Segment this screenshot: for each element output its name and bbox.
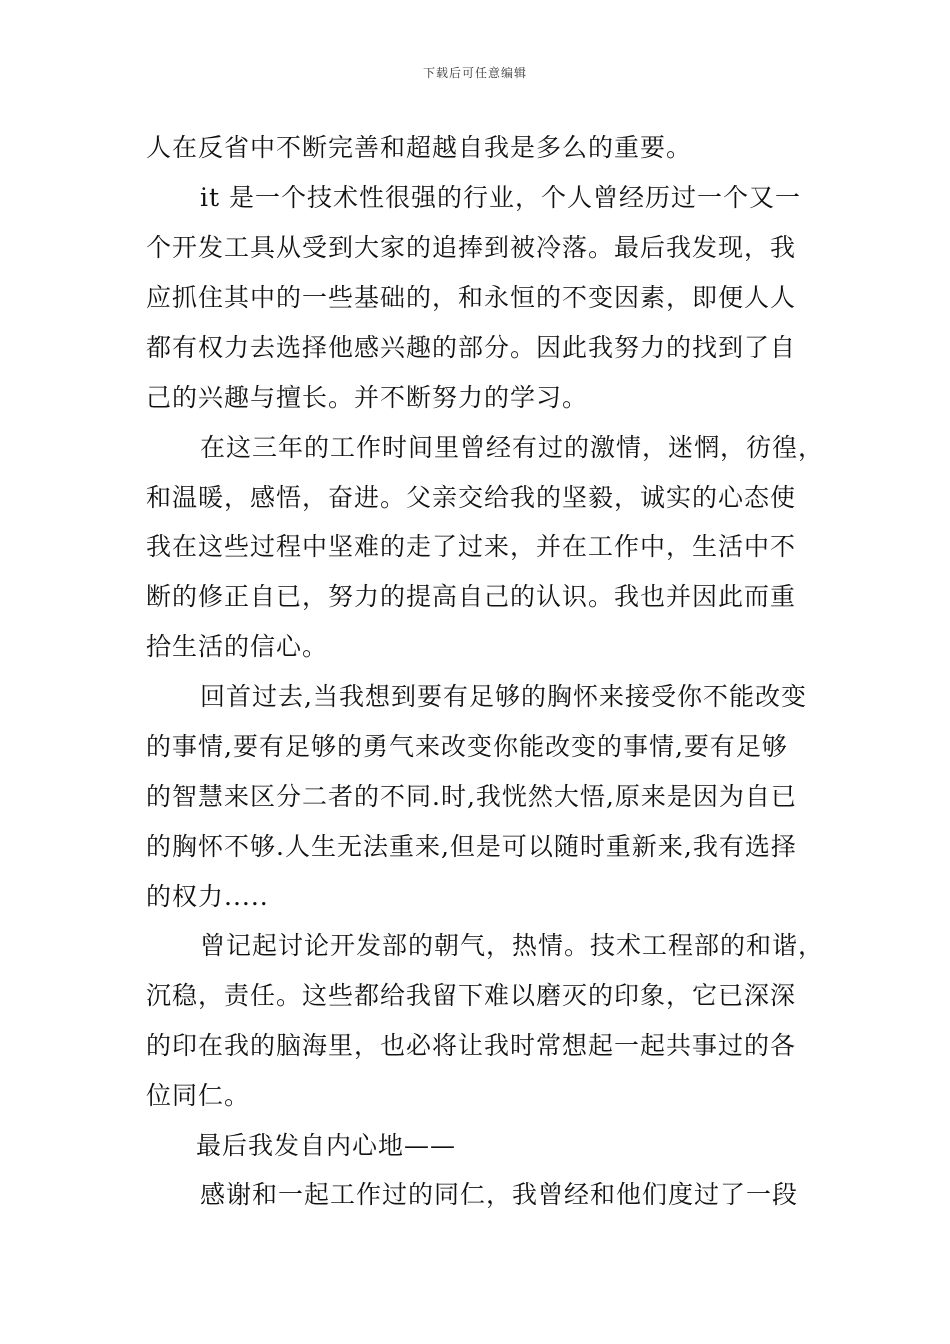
body-line: 曾记起讨论开发部的朝气，热情。技术工程部的和谐， xyxy=(200,931,825,960)
body-line: 应抓住其中的一些基础的，和永恒的不变因素，即便人人 xyxy=(146,283,797,312)
body-line: 人在反省中不断完善和超越自我是多么的重要。 xyxy=(146,133,693,162)
body-line: 的事情,要有足够的勇气来改变你能改变的事情,要有足够 xyxy=(146,732,788,761)
body-line: 己的兴趣与擅长。并不断努力的学习。 xyxy=(146,383,589,412)
page-header: 下载后可任意编辑 xyxy=(422,66,527,80)
body-line: 位同仁。 xyxy=(146,1081,251,1110)
body-line: 断的修正自已，努力的提高自己的认识。我也并因此而重 xyxy=(146,582,797,611)
body-line: 沉稳，责任。这些都给我留下难以磨灭的印象，它已深深 xyxy=(146,981,797,1010)
body-line: 的权力..... xyxy=(146,882,269,911)
body-line: 拾生活的信心。 xyxy=(146,632,329,661)
body-line: 感谢和一起工作过的同仁，我曾经和他们度过了一段 xyxy=(200,1180,799,1209)
body-line: 我在这些过程中坚难的走了过来，并在工作中，生活中不 xyxy=(146,532,797,561)
body-line: 回首过去,当我想到要有足够的胸怀来接受你不能改变 xyxy=(200,682,807,711)
body-line: 最后我发自内心地—— xyxy=(196,1131,457,1160)
body-line: 的胸怀不够.人生无法重来,但是可以随时重新来,我有选择 xyxy=(146,832,797,861)
body-line: 和温暖，感悟，奋进。父亲交给我的坚毅，诚实的心态使 xyxy=(146,483,797,512)
body-line: 的智慧来区分二者的不同.时,我恍然大悟,原来是因为自已 xyxy=(146,782,797,811)
body-line: 都有权力去选择他感兴趣的部分。因此我努力的找到了自 xyxy=(146,333,797,362)
body-line: 在这三年的工作时间里曾经有过的激情，迷惘，彷徨， xyxy=(200,433,825,462)
body-line: 的印在我的脑海里，也必将让我时常想起一起共事过的各 xyxy=(146,1031,797,1060)
body-line: it 是一个技术性很强的行业，个人曾经历过一个又一 xyxy=(200,183,801,212)
body-line: 个开发工具从受到大家的追捧到被冷落。最后我发现，我 xyxy=(146,233,797,262)
